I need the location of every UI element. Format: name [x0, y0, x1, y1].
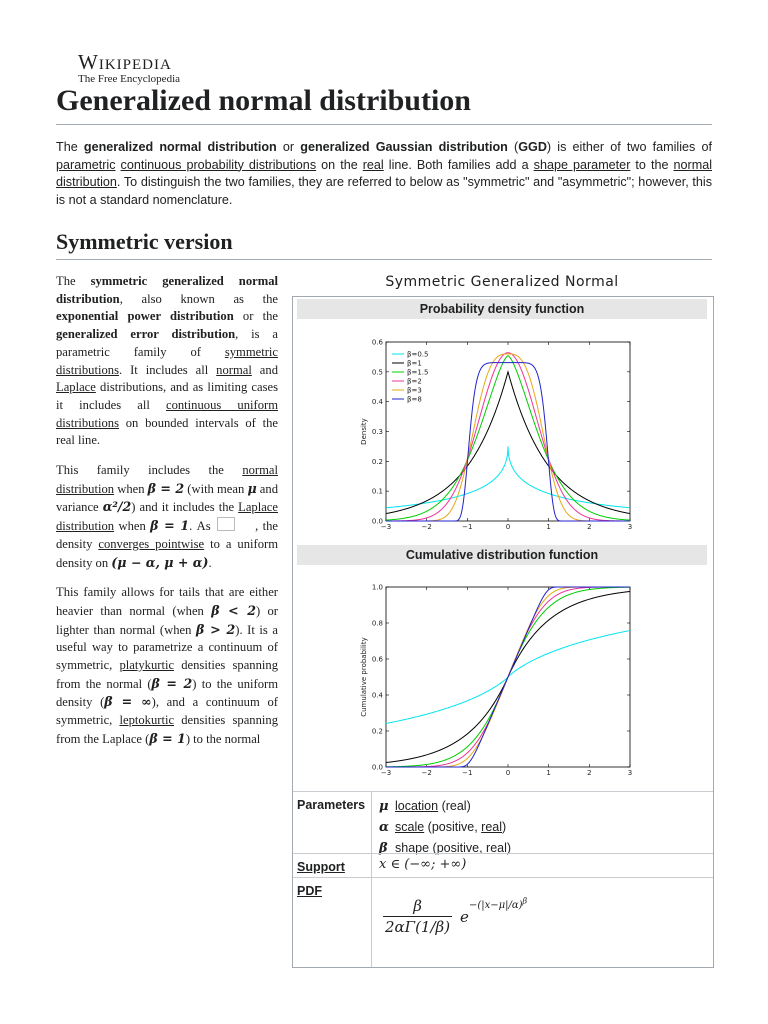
link-real-shape[interactable]: real	[486, 841, 507, 855]
series-line	[386, 363, 630, 521]
x-tick-label: −1	[462, 769, 473, 777]
y-tick-label: 0.2	[371, 727, 383, 736]
lead-paragraph: The generalized normal distribution or generalized Gaussian distribution (GGD) is either of two families of parametric continuous probability distributions on the real line. Both families add a shape parameter to the normal distribution. To distinguish the two families, they are referred to below as "symmetric" and "asymmetric"; however, this is not a standard nomenclature.	[56, 140, 713, 207]
cdf-chart[interactable]	[293, 569, 713, 787]
x-tick-label: 3	[627, 523, 633, 531]
term-ggd: generalized normal distribution	[83, 140, 277, 154]
x-tick-label: 0	[505, 769, 511, 777]
paragraph-2: This family includes the normal distribution when β = 2 (with mean μ and variance α²/2) and it includes the Laplace distribution when β = 1. As , the density converges pointwise to a uniform density on (μ − α, μ + α).	[56, 463, 279, 570]
x-tick-label: 3	[627, 769, 633, 777]
math-beta-1: β = 1	[150, 518, 190, 534]
y-tick-label: 1.0	[371, 583, 383, 592]
legend-label: β=1	[407, 359, 422, 368]
x-tick-label: −2	[421, 769, 432, 777]
wikipedia-brand[interactable]	[78, 50, 180, 85]
x-tick-label: −3	[380, 523, 392, 531]
section-divider	[56, 259, 712, 260]
x-tick-label: 2	[587, 523, 592, 531]
x-tick-label: −3	[380, 769, 392, 777]
series-line	[386, 446, 630, 507]
legend-label: β=8	[407, 395, 422, 404]
math-variance: α²/2	[102, 499, 132, 515]
y-tick-label: 0.0	[371, 763, 383, 772]
y-tick-label: 0.5	[371, 368, 383, 377]
link-laplace-distribution[interactable]: Laplace distribution	[56, 500, 278, 534]
wordmark: Wikipedia	[78, 50, 172, 74]
legend-label: β=1.5	[407, 368, 429, 377]
series-line	[386, 353, 630, 521]
params-list	[379, 796, 511, 859]
pdf-row	[293, 877, 713, 967]
param-scale: α scale (positive, real)	[379, 820, 507, 835]
term-abbr: GGD	[518, 140, 547, 154]
x-tick-label: 1	[546, 769, 551, 777]
series-line	[386, 372, 630, 514]
link-platykurtic[interactable]: platykurtic	[119, 658, 175, 673]
link-real-scale[interactable]: real	[481, 820, 502, 834]
x-tick-label: 2	[587, 769, 592, 777]
link-normal-distribution[interactable]: normal distribution	[56, 157, 712, 189]
support-link[interactable]: Support	[297, 860, 345, 874]
link-shape[interactable]: shape	[395, 841, 430, 855]
y-axis-label: Density	[360, 418, 368, 445]
x-tick-label: −1	[462, 523, 473, 531]
legend-label: β=3	[407, 386, 422, 395]
support-row	[293, 853, 713, 878]
y-tick-label: 0.3	[371, 428, 383, 436]
legend-label: β=2	[407, 377, 422, 386]
cdf-header: Cumulative distribution function	[297, 545, 707, 565]
link-parametric[interactable]: parametric	[56, 157, 116, 172]
y-tick-label: 0.4	[371, 398, 383, 407]
y-tick-label: 0.6	[371, 655, 383, 664]
y-tick-label: 0.8	[371, 619, 383, 628]
math-beta-2: β = 2	[147, 480, 185, 496]
param-location: μ location (real)	[379, 799, 471, 814]
x-tick-label: −2	[421, 523, 432, 531]
section-heading: Symmetric version	[56, 229, 233, 254]
params-row	[293, 791, 713, 854]
y-tick-label: 0.6	[371, 338, 383, 347]
term-gaussian: generalized Gaussian distribution	[300, 140, 508, 154]
y-tick-label: 0.4	[371, 691, 383, 700]
pdf-chart[interactable]	[293, 323, 713, 543]
link-converges-pointwise[interactable]: converges pointwise	[98, 536, 205, 551]
broken-image-icon	[217, 517, 235, 531]
x-tick-label: 0	[505, 523, 511, 531]
link-continuous-probability-distributions[interactable]: continuous probability distributions	[120, 157, 317, 172]
series-line	[386, 354, 630, 521]
infobox	[292, 296, 714, 968]
legend-label: β=0.5	[407, 350, 429, 359]
link-scale[interactable]: scale	[395, 820, 425, 834]
link-location[interactable]: location	[395, 799, 439, 813]
series-line	[386, 587, 630, 767]
page-title: Generalized normal distribution	[56, 84, 471, 117]
y-tick-label: 0.0	[371, 517, 383, 526]
math-interval: (μ − α, μ + α)	[111, 554, 209, 570]
series-line	[386, 356, 630, 520]
title-divider	[56, 124, 712, 125]
paragraph-3: This family allows for tails that are either heavier than normal (when β < 2) or lighter than normal (when β > 2). It is a useful way to parametrize a continuum of symmetric, platykurtic densities spanning from the normal (β = 2) to the uniform density (β = ∞), and a continuum of symmetric, leptokurtic densities spanning from the Laplace (β = 1) to the normal	[56, 585, 278, 746]
y-axis-label: Cumulative probability	[360, 637, 368, 717]
link-normal-distribution-2[interactable]: normal distribution	[56, 463, 278, 496]
link-leptokurtic[interactable]: leptokurtic	[119, 713, 175, 728]
link-real[interactable]: real	[362, 157, 384, 172]
tagline: The Free Encyclopedia	[78, 73, 181, 85]
link-normal[interactable]: normal	[216, 362, 252, 377]
y-tick-label: 0.1	[371, 487, 383, 496]
section-body	[56, 273, 278, 761]
params-label: Parameters	[297, 798, 366, 812]
pdf-header: Probability density function	[297, 299, 707, 319]
infobox-caption: Symmetric Generalized Normal	[385, 274, 619, 290]
link-symmetric-distributions[interactable]: symmetric distributions	[56, 344, 278, 377]
link-continuous-uniform-distributions[interactable]: continuous uniform distributions	[56, 397, 278, 430]
paragraph-1: The symmetric generalized normal distribution, also known as the exponential power distribution or the generalized error distribution, is a parametric family of symmetric distributions. It includes all normal and Laplace distributions, and as limiting cases it includes all continuous uniform distributions on bounded intervals of the real line.	[56, 274, 279, 448]
y-tick-label: 0.2	[371, 457, 383, 466]
support-value: x ∈ (−∞; +∞)	[379, 857, 467, 872]
pdf-link[interactable]: PDF	[297, 884, 322, 898]
link-laplace[interactable]: Laplace	[56, 380, 96, 395]
param-shape: β shape (positive, real)	[379, 841, 512, 856]
pdf-formula: $\frac{\beta}{2\alpha\Gamma(1/\beta)}$ $e^{-(|x-\mu|/\alpha)^\beta}$	[385, 897, 528, 937]
math-mu: μ	[247, 480, 257, 496]
x-tick-label: 1	[546, 523, 551, 531]
link-shape-parameter[interactable]: shape parameter	[533, 157, 631, 172]
